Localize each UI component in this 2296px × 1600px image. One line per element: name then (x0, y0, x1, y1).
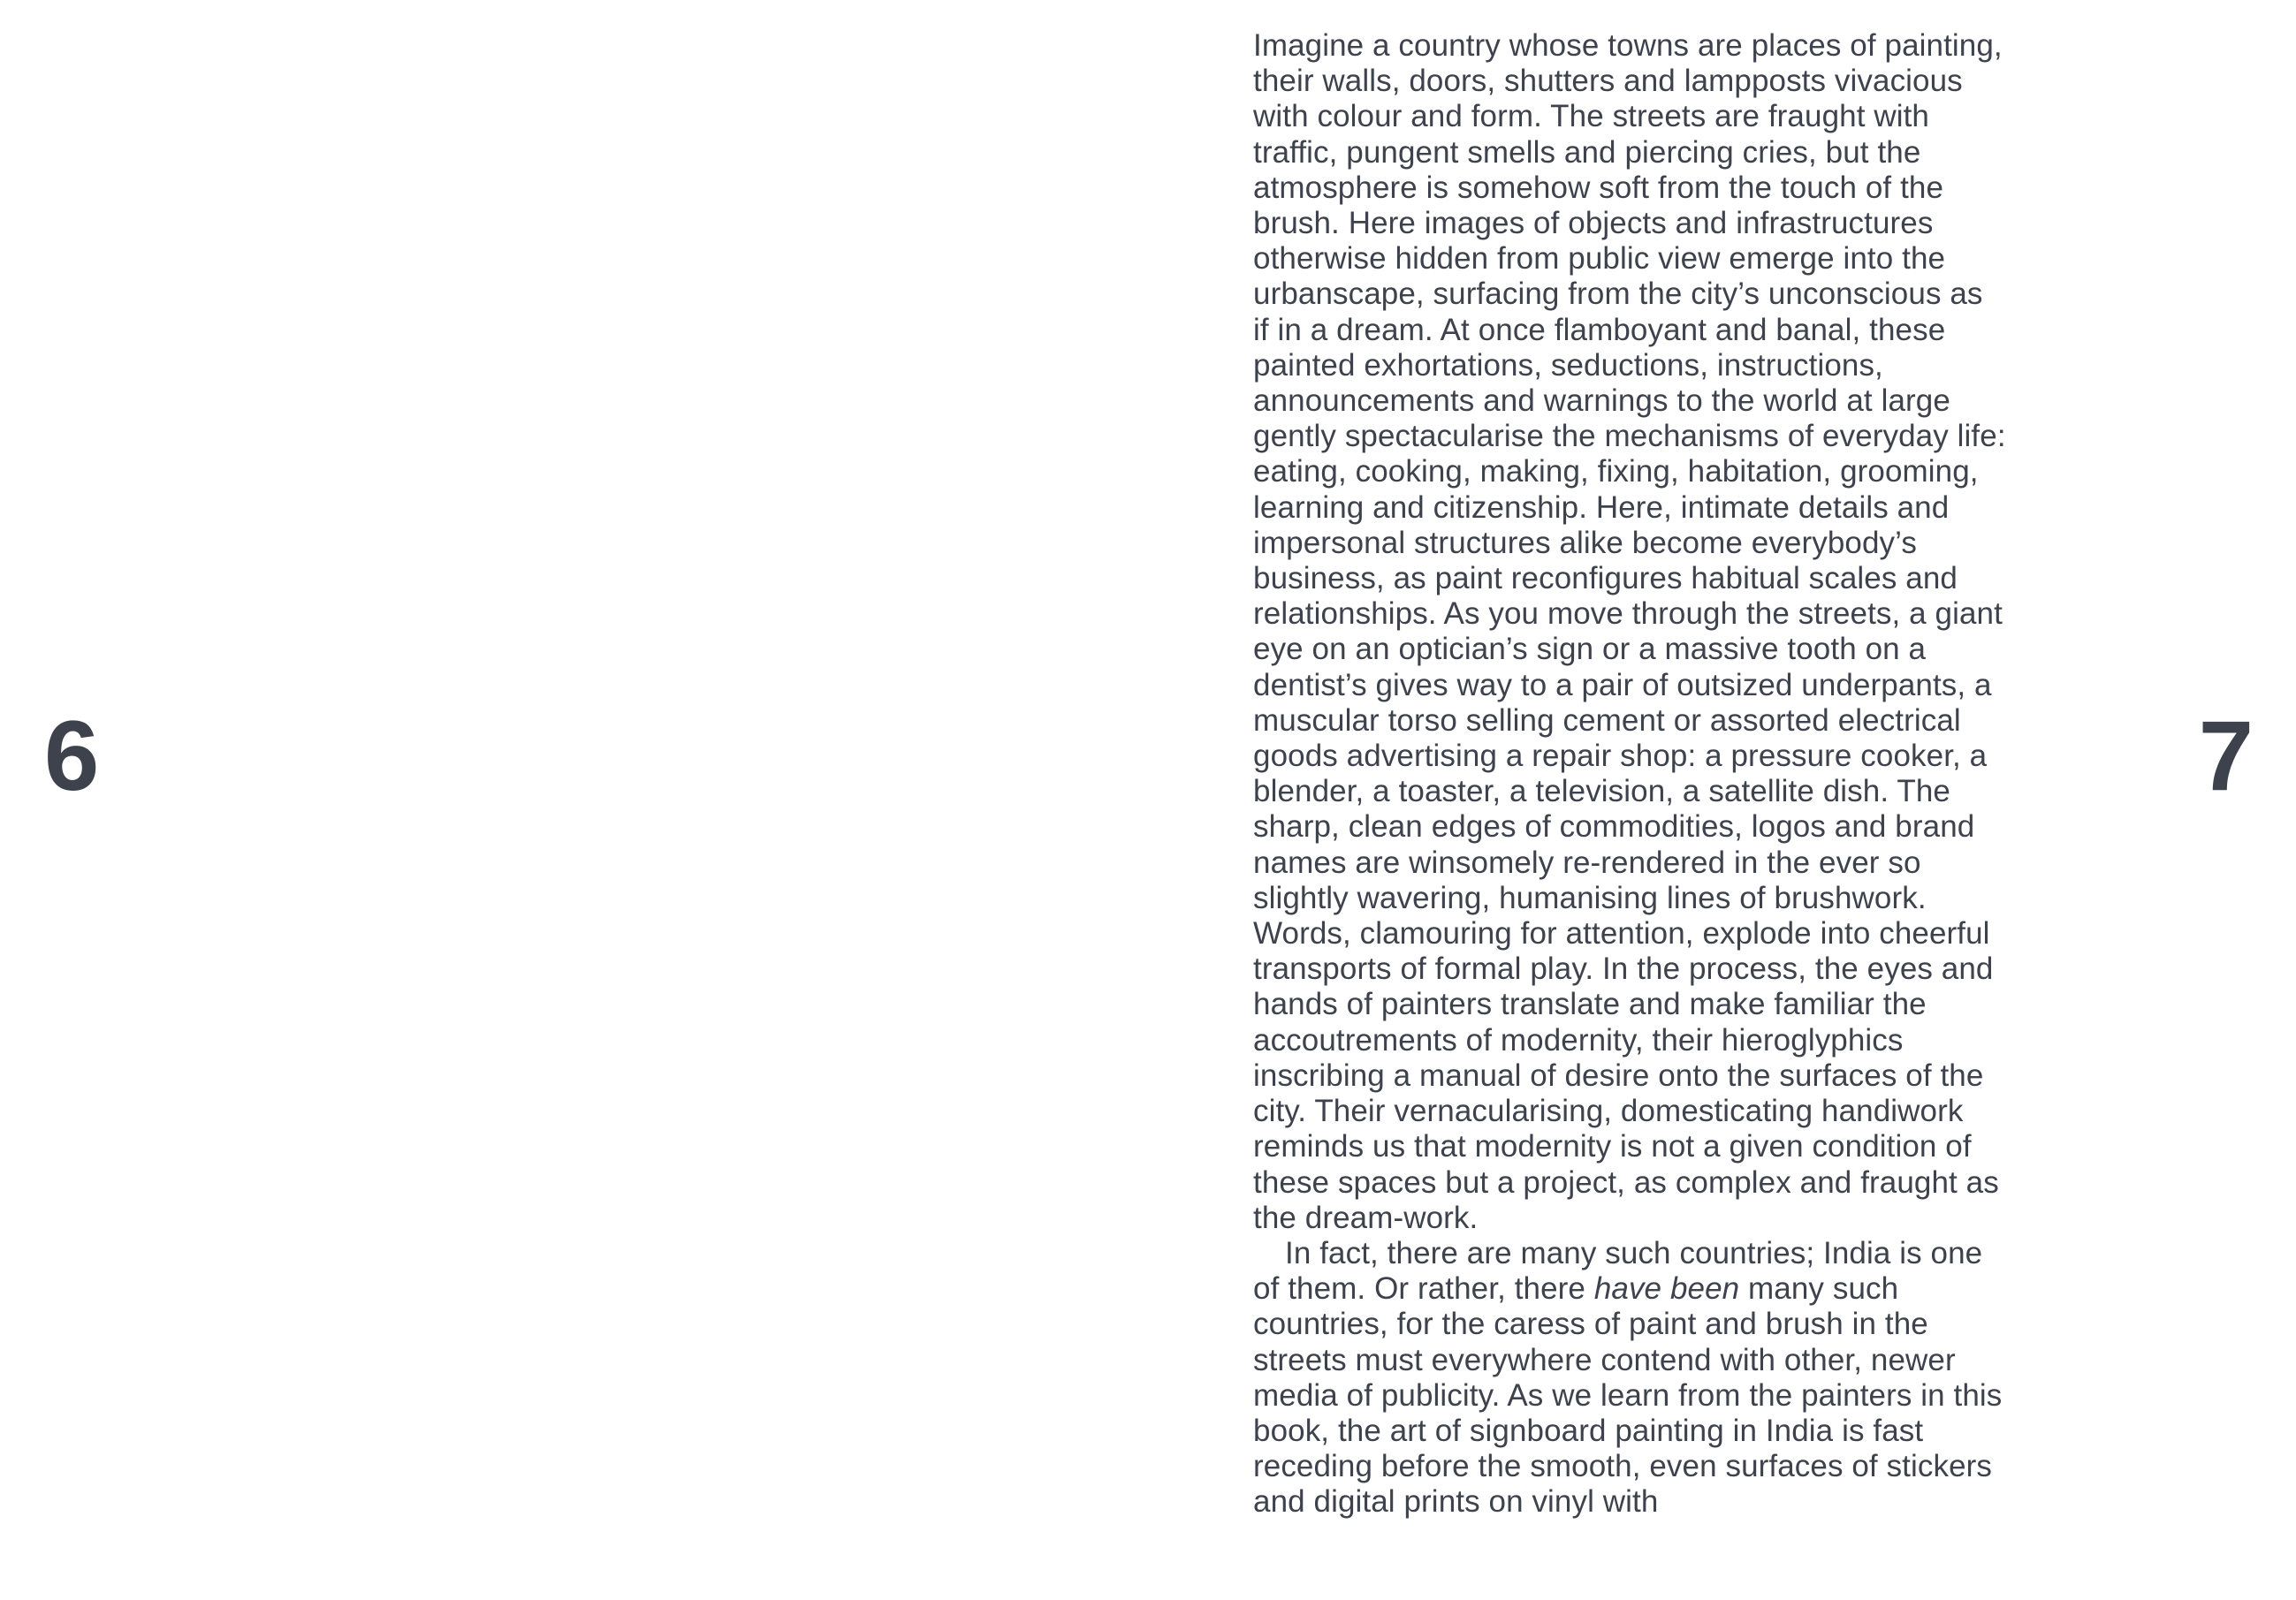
body-text-column (1253, 28, 2006, 1520)
paragraph-2-text-before-italic: In fact, there are many such countries; India is one of them. Or rather, there (1253, 1235, 1983, 1307)
paragraph-2-italic-phrase: have been (1593, 1271, 1740, 1307)
page-number-left: 6 (44, 701, 100, 811)
paragraph-2 (1253, 1236, 2006, 1520)
paragraph-1: Imagine a country whose towns are places of painting, their walls, doors, shutters and lampposts vivacious with colour and form. The streets are fraught with traffic, pungent smells and piercing cries, but the atmosphere is somehow soft from the touch of the brush. Here images of objects and infrastructures otherwise hidden from public view emerge into the urbanscape, surfacing from the city’s unconscious as if in a dream. At once flamboyant and banal, these painted exhortations, seductions, instructions, announcements and warnings to the world at large gently spectacularise the mechanisms of everyday life: eating, cooking, making, fixing, habitation, grooming, learning and citizenship. Here, intimate details and impersonal structures alike become everybody’s business, as paint reconfigures habitual scales and relationships. As you move through the streets, a giant eye on an optician’s sign or a massive tooth on a dentist’s gives way to a pair of outsized underpants, a muscular torso selling cement or assorted electrical goods advertising a repair shop: a pressure cooker, a blender, a toaster, a television, a satellite dish. The sharp, clean edges of commodities, logos and brand names are winsomely re-rendered in the ever so slightly wavering, humanising lines of brushwork. Words, clamouring for attention, explode into cheerful transports of formal play. In the process, the eyes and hands of painters translate and make familiar the accoutrements of modernity, their hieroglyphics inscribing a manual of desire onto the surfaces of the city. Their vernacularising, domesticating handiwork reminds us that modernity is not a given condition of these spaces but a project, as complex and fraught as the dream-work. (1253, 28, 2006, 1235)
page-number-right: 7 (2198, 701, 2254, 811)
paragraph-2-text-after-italic: many such countries, for the caress of paint and brush in the streets must everywhere contend with other, newer media of publicity. As we learn from the painters in this book, the art of signboard painting in India is fast receding before the smooth, even surfaces of stickers and digital prints on vinyl with (1253, 1271, 2003, 1520)
